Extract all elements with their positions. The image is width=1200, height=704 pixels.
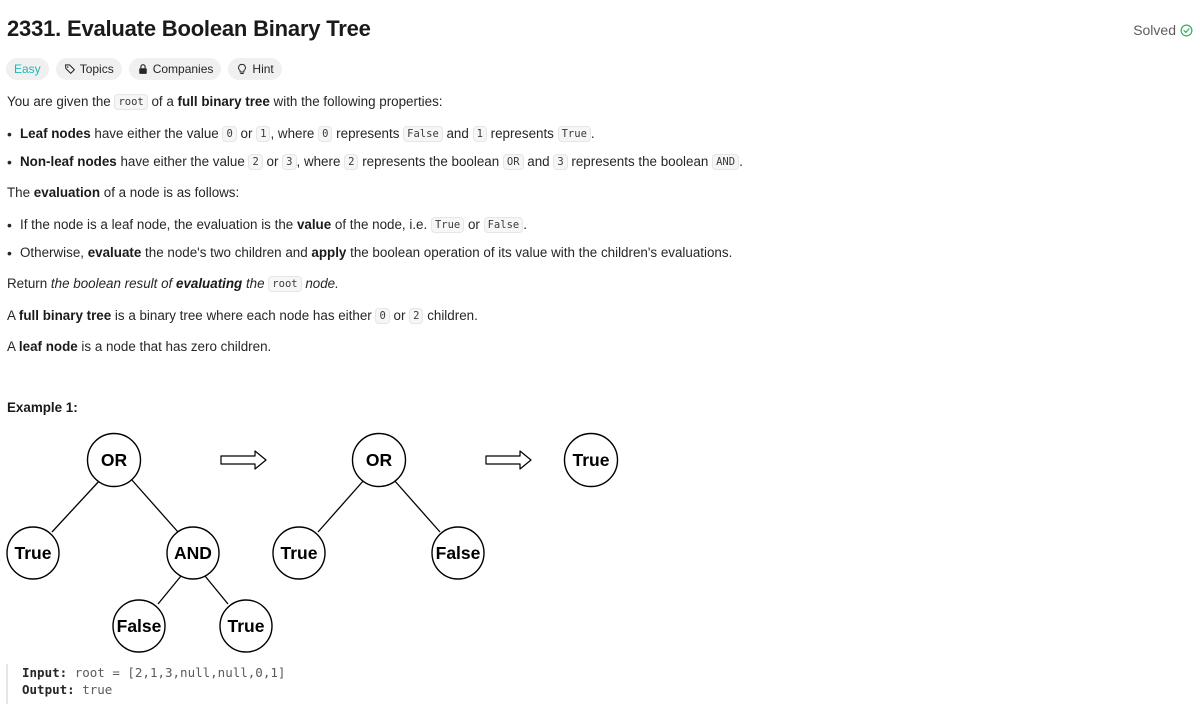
tree-node-label: True bbox=[227, 616, 265, 636]
arrow-right-icon bbox=[221, 451, 266, 469]
tree-edge bbox=[52, 479, 101, 532]
topics-button[interactable] bbox=[56, 58, 122, 80]
tree-node-label: True bbox=[280, 543, 318, 563]
tree-node-label: AND bbox=[174, 543, 212, 563]
topics-label: Topics bbox=[79, 62, 114, 76]
example-output bbox=[22, 681, 285, 698]
tree-node-label: OR bbox=[365, 450, 393, 470]
return-paragraph: Return the boolean result of evaluating the root node. bbox=[7, 276, 339, 291]
intro-paragraph: You are given the root of a full binary tree with the following properties: bbox=[7, 94, 443, 109]
hint-button[interactable] bbox=[228, 58, 281, 80]
output-value: true bbox=[82, 682, 113, 697]
tree-node-label: OR bbox=[100, 450, 128, 470]
solved-status bbox=[1133, 22, 1193, 38]
header bbox=[7, 14, 1193, 46]
tree-edge bbox=[394, 480, 440, 532]
tree-node-label: True bbox=[572, 450, 610, 470]
lightbulb-icon bbox=[236, 63, 248, 75]
tag-icon bbox=[64, 63, 76, 75]
full-tree-definition: A full binary tree is a binary tree where each node has either 0 or 2 children. bbox=[7, 308, 478, 323]
evaluation-paragraph: The evaluation of a node is as follows: bbox=[7, 185, 240, 200]
arrow-right-icon bbox=[486, 451, 531, 469]
tree-node-label: False bbox=[435, 543, 481, 563]
lock-icon bbox=[137, 63, 149, 75]
example-tree-diagram bbox=[0, 420, 700, 660]
tree-node-label: True bbox=[14, 543, 52, 563]
example-io bbox=[6, 664, 285, 704]
tree-edge bbox=[158, 576, 181, 604]
input-value: root = [2,1,3,null,null,0,1] bbox=[74, 665, 286, 680]
tag-bar bbox=[6, 58, 282, 80]
tree-edge bbox=[205, 576, 228, 604]
tree-edge bbox=[131, 479, 178, 532]
problem-title: 2331. Evaluate Boolean Binary Tree bbox=[7, 16, 371, 41]
solved-label: Solved bbox=[1133, 22, 1176, 38]
inline-code: root bbox=[114, 94, 147, 110]
example-input bbox=[22, 664, 285, 681]
tree-node-label: False bbox=[116, 616, 162, 636]
difficulty-label: Easy bbox=[14, 62, 41, 76]
input-label: Input: bbox=[22, 665, 68, 680]
leaf-node-definition: A leaf node is a node that has zero children. bbox=[7, 339, 272, 354]
tree-edge bbox=[318, 480, 364, 532]
check-circle-icon bbox=[1180, 24, 1193, 37]
output-label: Output: bbox=[22, 682, 75, 697]
companies-button[interactable] bbox=[129, 58, 222, 80]
hint-label: Hint bbox=[252, 62, 274, 76]
companies-label: Companies bbox=[152, 62, 214, 76]
example-title: Example 1: bbox=[7, 400, 78, 415]
difficulty-badge[interactable] bbox=[6, 58, 49, 80]
